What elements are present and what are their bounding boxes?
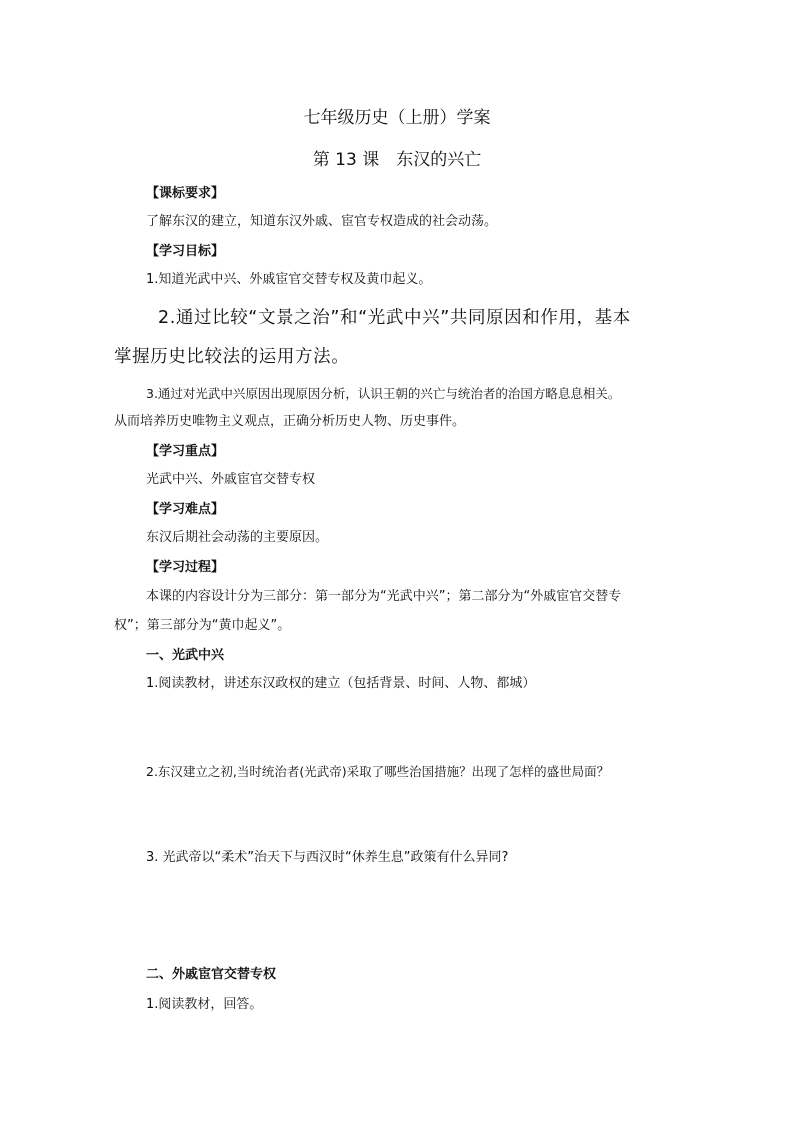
goal-1: 1.知道光武中兴、外戚宦官交替专权及黄巾起义。 [146,272,432,287]
key-points-text: 光武中兴、外戚宦官交替专权 [146,472,316,487]
goal-2-line-1: 2.通过比较“文景之治”和“光武中兴”共同原因和作用，基本 [158,308,631,328]
process-heading: 【学习过程】 [146,560,225,575]
goal-3-line-2: 从而培养历史唯物主义观点，正确分析历史人物、历史事件。 [114,414,466,429]
section-1-question-1: 1.阅读教材，讲述东汉政权的建立（包括背景、时间、人物、都城） [146,676,536,691]
section-1-heading: 一、光武中兴 [146,648,225,663]
process-line-1: 本课的内容设计分为三部分：第一部分为“光武中兴”；第二部分为“外戚宦官交替专 [146,589,622,604]
section-1-question-3: 3. 光武帝以“柔术”治天下与西汉时“休养生息”政策有什么异同? [146,850,509,865]
section-2-question-1: 1.阅读教材，回答。 [146,997,263,1012]
document-title: 七年级历史（上册）学案 [303,108,491,128]
key-points-heading: 【学习重点】 [146,444,225,459]
lesson-title: 第 13 课 东汉的兴亡 [312,150,482,170]
curriculum-text: 了解东汉的建立，知道东汉外戚、宦官专权造成的社会动荡。 [146,214,498,229]
goal-3-line-1: 3.通过对光武中兴原因出现原因分析，认识王朝的兴亡与统治者的治国方略息息相关。 [146,386,621,401]
goal-2-line-2: 掌握历史比较法的运用方法。 [114,347,350,367]
goals-heading: 【学习目标】 [146,244,225,259]
section-1-question-2: 2.东汉建立之初,当时统治者(光武帝)采取了哪些治国措施？出现了怎样的盛世局面？ [146,764,610,779]
section-2-heading: 二、外戚宦官交替专权 [146,967,277,982]
difficulty-text: 东汉后期社会动荡的主要原因。 [146,530,329,545]
difficulty-heading: 【学习难点】 [146,502,225,517]
process-line-2: 权”；第三部分为“黄巾起义”。 [114,618,291,633]
curriculum-heading: 【课标要求】 [146,186,225,201]
